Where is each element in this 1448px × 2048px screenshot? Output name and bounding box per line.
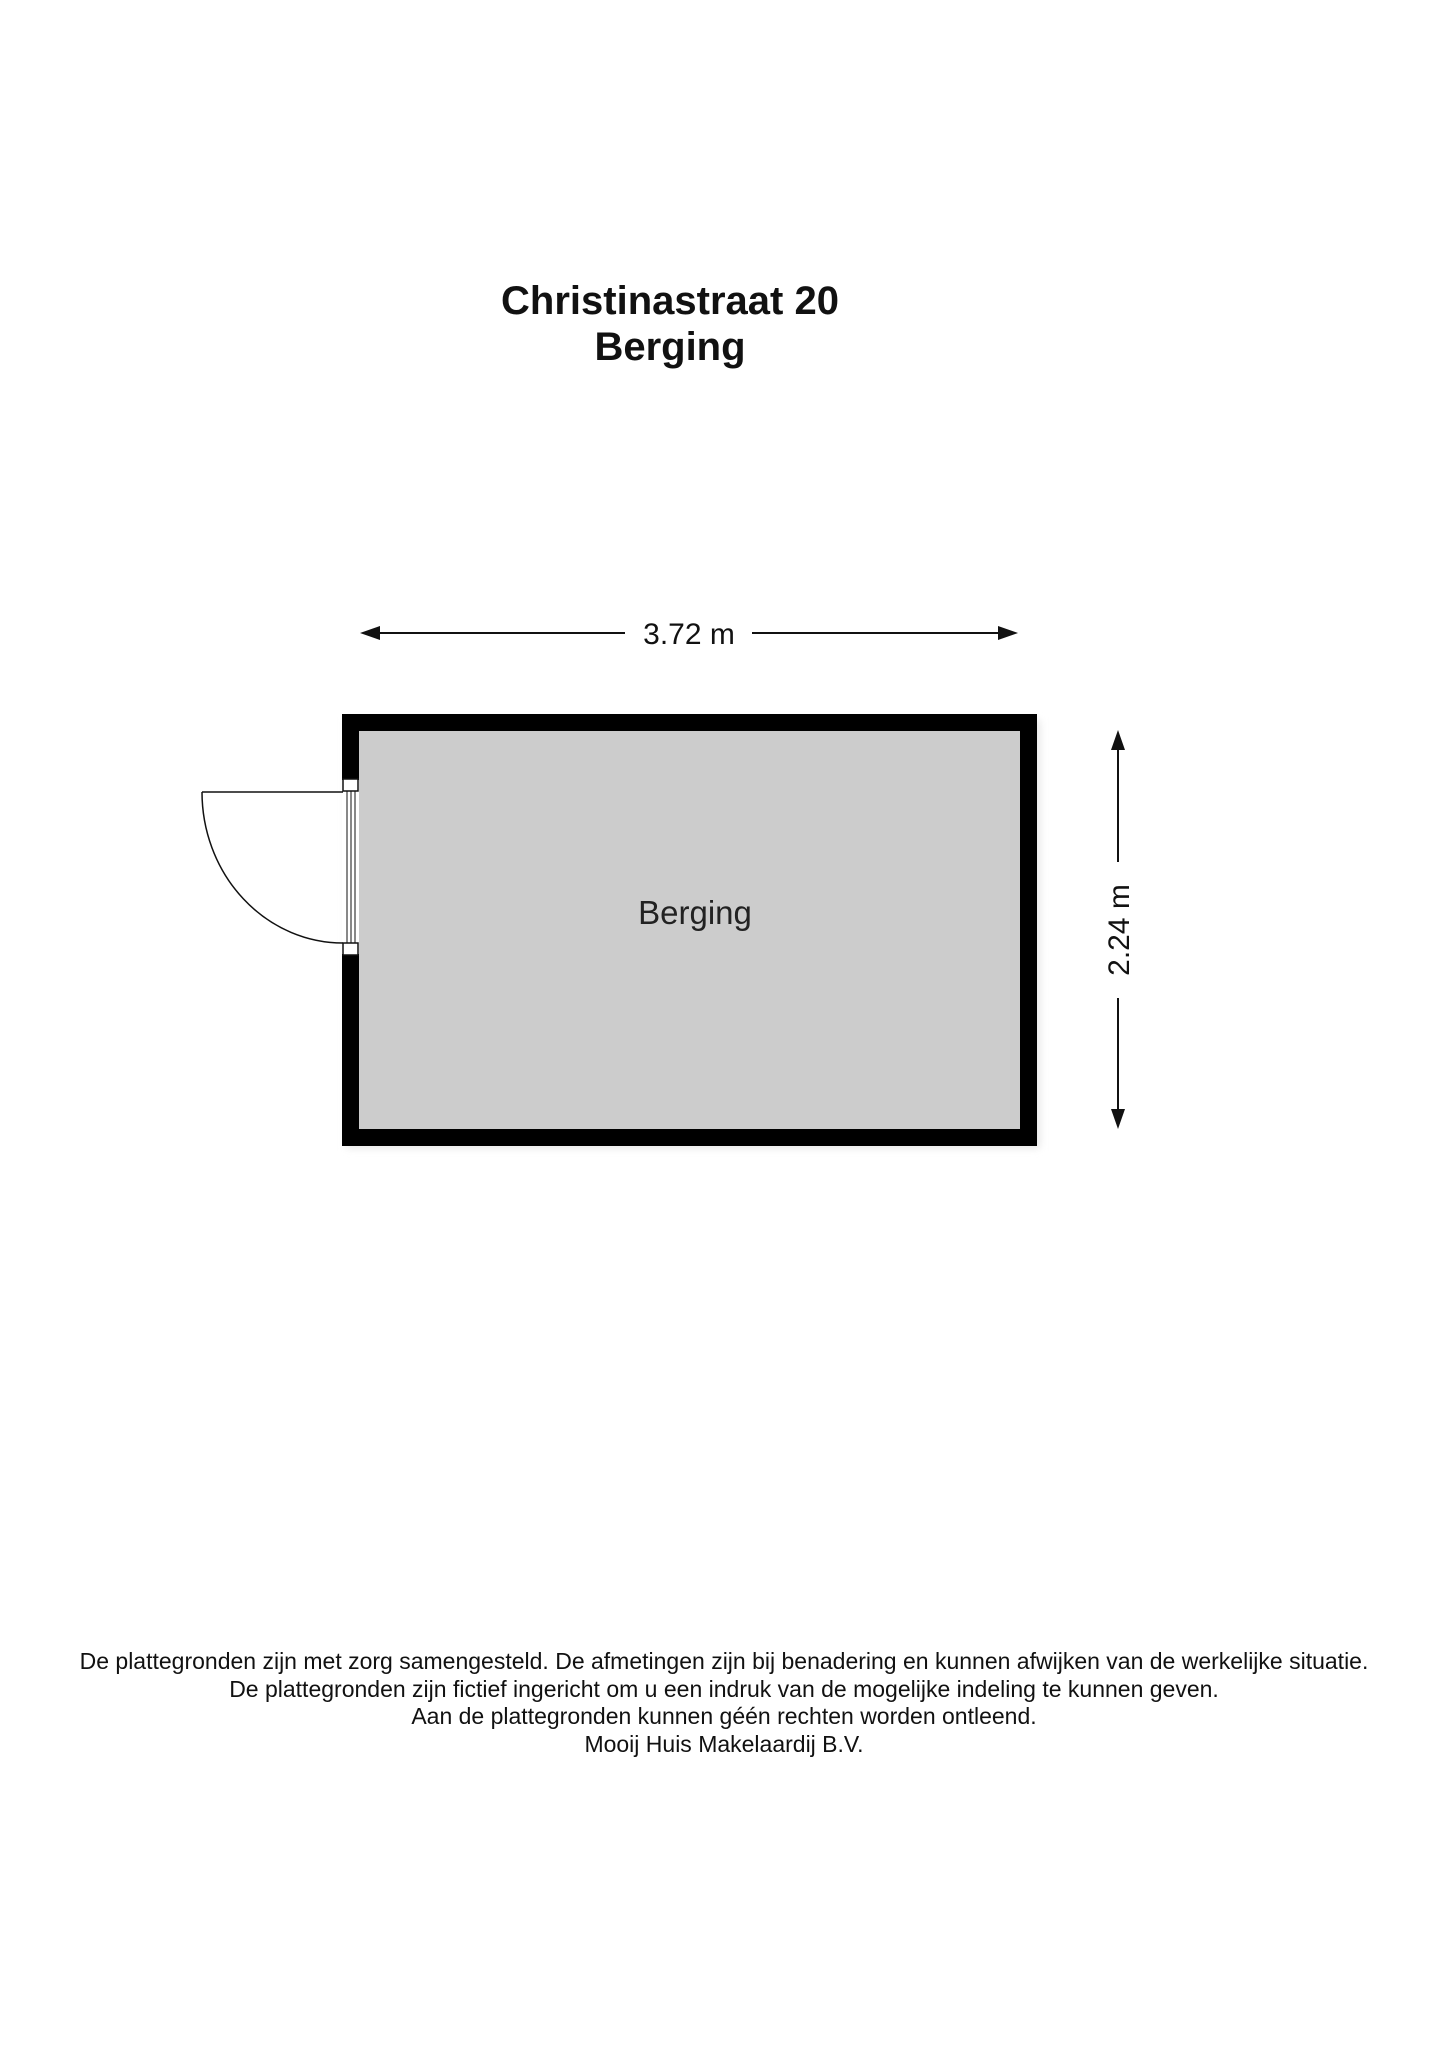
room-berging [202, 714, 1040, 1148]
disclaimer-line-2: De plattegronden zijn fictief ingericht om u een indruk van de mogelijke indeling te kunnen geven. [229, 1675, 1219, 1702]
disclaimer-line-1: De plattegronden zijn met zorg samengesteld. De afmetingen zijn bij benadering en kunnen afwijken van de werkelijke situatie. [79, 1648, 1369, 1674]
depth-label: 2.24 m [1103, 884, 1136, 976]
depth-arrow-up-icon [1111, 730, 1125, 750]
depth-dimension [1103, 730, 1136, 1129]
door-swing-icon [202, 792, 343, 943]
door-jamb-bottom [343, 943, 358, 955]
width-label: 3.72 m [643, 618, 735, 651]
door-jamb-top [343, 779, 358, 791]
disclaimer-line-4: Mooij Huis Makelaardij B.V. [584, 1730, 864, 1757]
disclaimer [0, 1648, 1448, 1758]
width-arrow-right-icon [998, 626, 1018, 640]
floor-subtitle: Berging [594, 325, 746, 369]
width-arrow-left-icon [360, 626, 380, 640]
width-dimension [360, 618, 1018, 651]
depth-arrow-down-icon [1111, 1109, 1125, 1129]
disclaimer-line-3: Aan de plattegronden kunnen géén rechten worden ontleend. [411, 1703, 1037, 1729]
address-title: Christinastraat 20 [501, 279, 839, 323]
room-label: Berging [638, 894, 752, 931]
